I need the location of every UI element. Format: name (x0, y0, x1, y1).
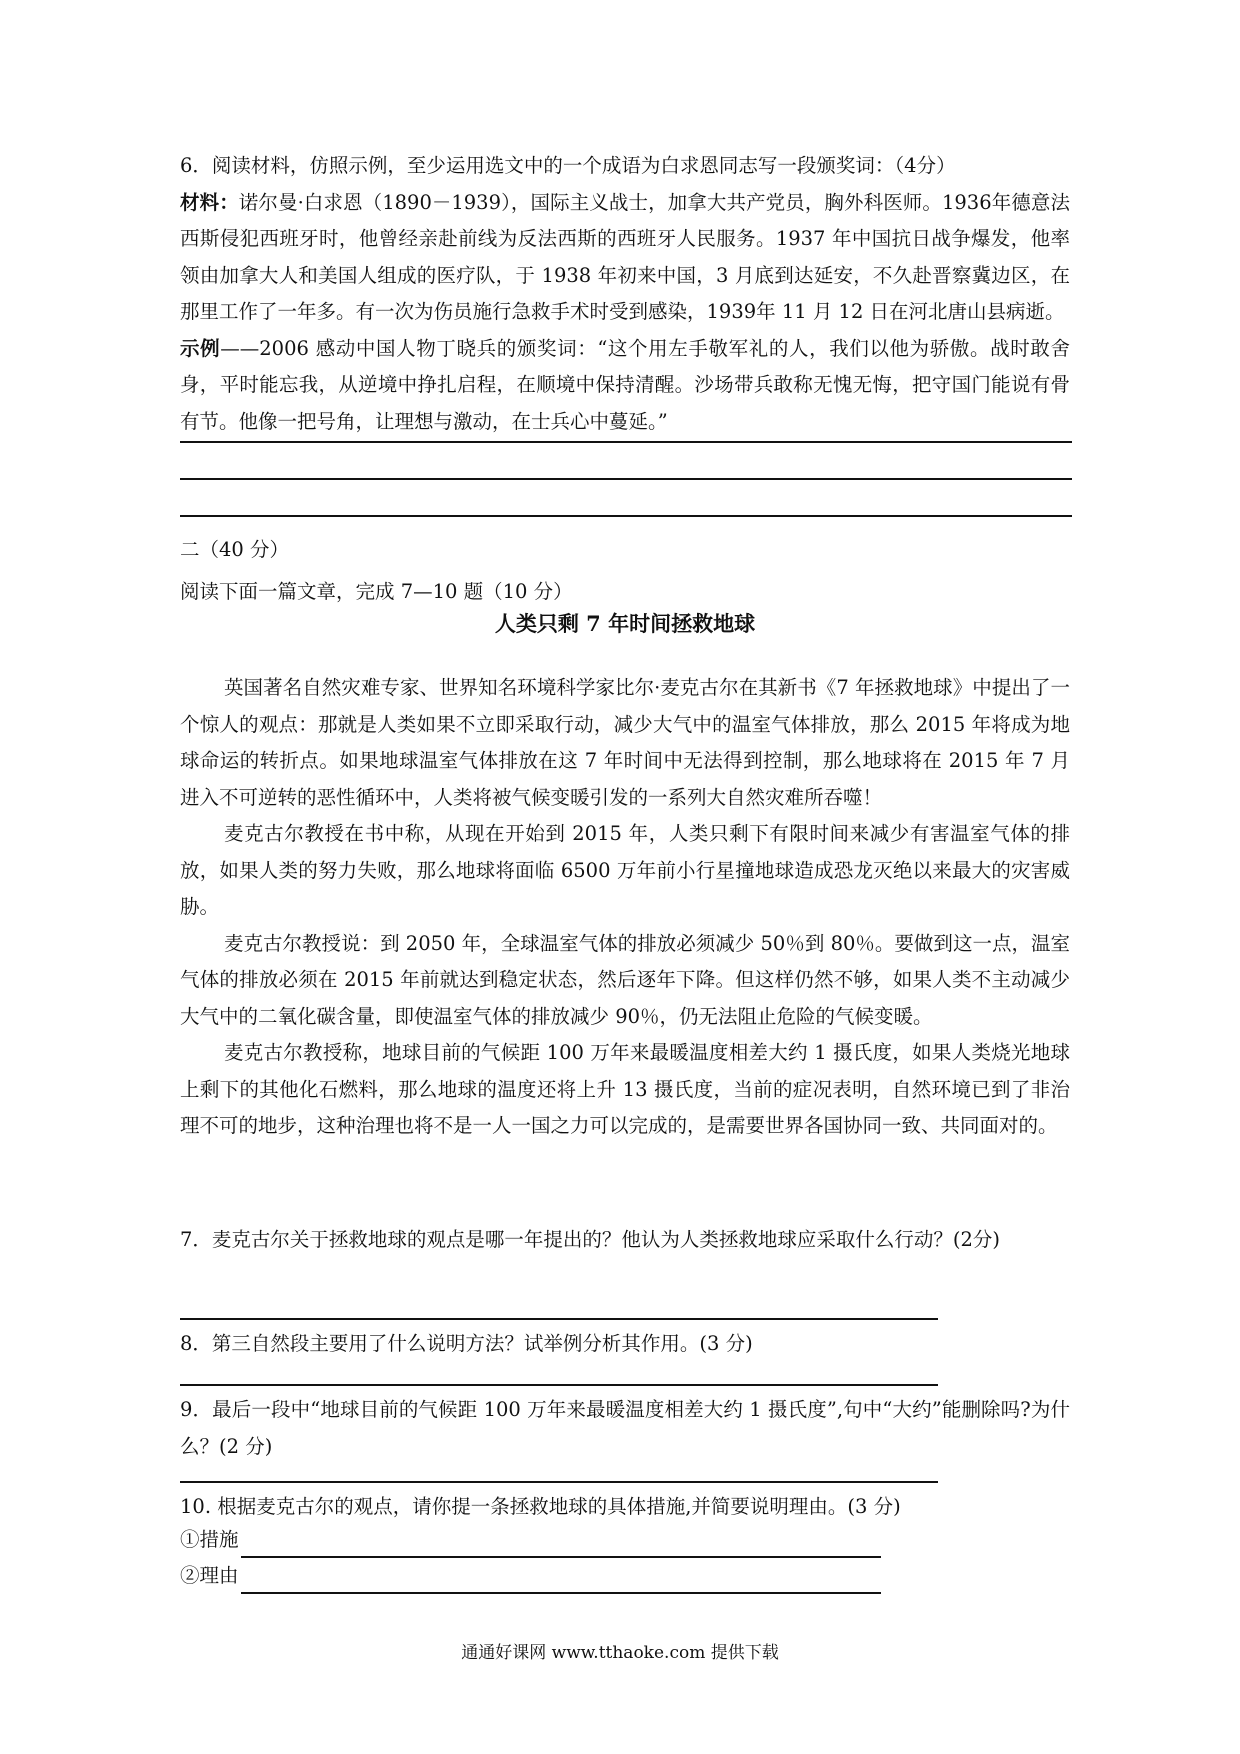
question-10: 10. 根据麦克古尔的观点，请你提一条拯救地球的具体措施,并简要说明理由。(3 分) (180, 1495, 901, 1518)
material-label: 材料： (180, 190, 239, 214)
article-paragraph-1: 英国著名自然灾难专家、世界知名环境科学家比尔·麦克古尔在其新书《7 年拯救地球》中提出了一个惊人的观点：那就是人类如果不立即采取行动，减少大气中的温室气体排放，那么 2015 年将成为地球命运的转折点。如果地球温室气体排放在这 7 年时间中无法得到控制，那么地球将在 2015 年 7 月进入不可逆转的恶性循环中，人类将被气候变暖引发的一系列大自然灾难所吞噬！ (180, 676, 1070, 809)
example-label: 示例 (180, 336, 221, 360)
question-6-material (180, 185, 1070, 331)
question-6-block (180, 148, 1070, 440)
q10-measure-label: ①措施 (180, 1528, 239, 1551)
article-paragraph-4: 麦克古尔教授称，地球目前的气候距 100 万年来最暖温度相差大约 1 摄氏度，如果人类烧光地球上剩下的其他化石燃料，那么地球的温度还将上升 13 摄氏度，当前的症况表明，自然环境已到了非治理不可的地步，这种治理也将不是一人一国之力可以完成的，是需要世界各国协同一致、共同面对的。 (180, 1041, 1070, 1137)
answer-line-9[interactable] (180, 1481, 938, 1483)
q10-reason-blank[interactable] (241, 1566, 881, 1594)
answer-line-6-1[interactable] (180, 441, 1072, 443)
answer-line-6-2[interactable] (180, 478, 1072, 480)
section-2-instruction: 阅读下面一篇文章，完成 7—10 题（10 分） (180, 580, 573, 603)
question-8: 8．第三自然段主要用了什么说明方法？试举例分析其作用。(3 分) (180, 1332, 753, 1355)
q10-reason-row (180, 1558, 881, 1594)
section-2-heading: 二（40 分） (180, 538, 290, 561)
question-9: 9．最后一段中“地球目前的气候距 100 万年来最暖温度相差大约 1 摄氏度”,句中“大约”能删除吗?为什么？(2 分) (180, 1398, 1070, 1458)
q10-measure-blank[interactable] (241, 1530, 881, 1558)
page-footer: 通通好课网 www.tthaoke.com 提供下载 (461, 1643, 779, 1663)
answer-line-7[interactable] (180, 1318, 938, 1320)
question-7: 7．麦克古尔关于拯救地球的观点是哪一年提出的？他认为人类拯救地球应采取什么行动？(2分) (180, 1228, 1001, 1251)
example-text: ——2006 感动中国人物丁晓兵的颁奖词：“这个用左手敬军礼的人，我们以他为骄傲。战时敢舍身，平时能忘我，从逆境中挣扎启程，在顺境中保持清醒。沙场带兵敢称无愧无悔，把守国门能说有骨有节。他像一把号角，让理想与激动，在士兵心中蔓延。” (180, 336, 1070, 433)
q10-measure-row (180, 1522, 881, 1558)
answer-line-8[interactable] (180, 1384, 938, 1386)
answer-line-6-3[interactable] (180, 515, 1072, 517)
material-text: 诺尔曼·白求恩（1890－1939），国际主义战士，加拿大共产党员，胸外科医师。1936年德意法西斯侵犯西班牙时，他曾经亲赴前线为反法西斯的西班牙人民服务。1937 年中国抗日战争爆发，他率领由加拿大人和美国人组成的医疗队，于 1938 年初来中国，3 月底到达延安，不久赴晋察冀边区，在那里工作了一年多。有一次为伤员施行急救手术时受到感染，1939年 11 月 12 日在河北唐山县病逝。 (180, 190, 1070, 323)
article-title: 人类只剩 7 年时间拯救地球 (494, 611, 756, 636)
article-paragraph-3: 麦克古尔教授说：到 2050 年，全球温室气体的排放必须减少 50％到 80％。要做到这一点，温室气体的排放必须在 2015 年前就达到稳定状态，然后逐年下降。但这样仍然不够，如果人类不主动减少大气中的二氧化碳含量，即使温室气体的排放减少 90％，仍无法阻止危险的气候变暖。 (180, 931, 1070, 1028)
article-paragraph-2: 麦克古尔教授在书中称，从现在开始到 2015 年，人类只剩下有限时间来减少有害温室气体的排放，如果人类的努力失败，那么地球将面临 6500 万年前小行星撞地球造成恐龙灭绝以来最大的灾害威胁。 (180, 822, 1070, 918)
question-6-example (180, 331, 1070, 441)
article-body (180, 670, 1070, 1145)
q10-reason-label: ②理由 (180, 1564, 239, 1587)
question-6-text: 6．阅读材料，仿照示例，至少运用选文中的一个成语为白求恩同志写一段颁奖词：（4分） (180, 154, 956, 177)
